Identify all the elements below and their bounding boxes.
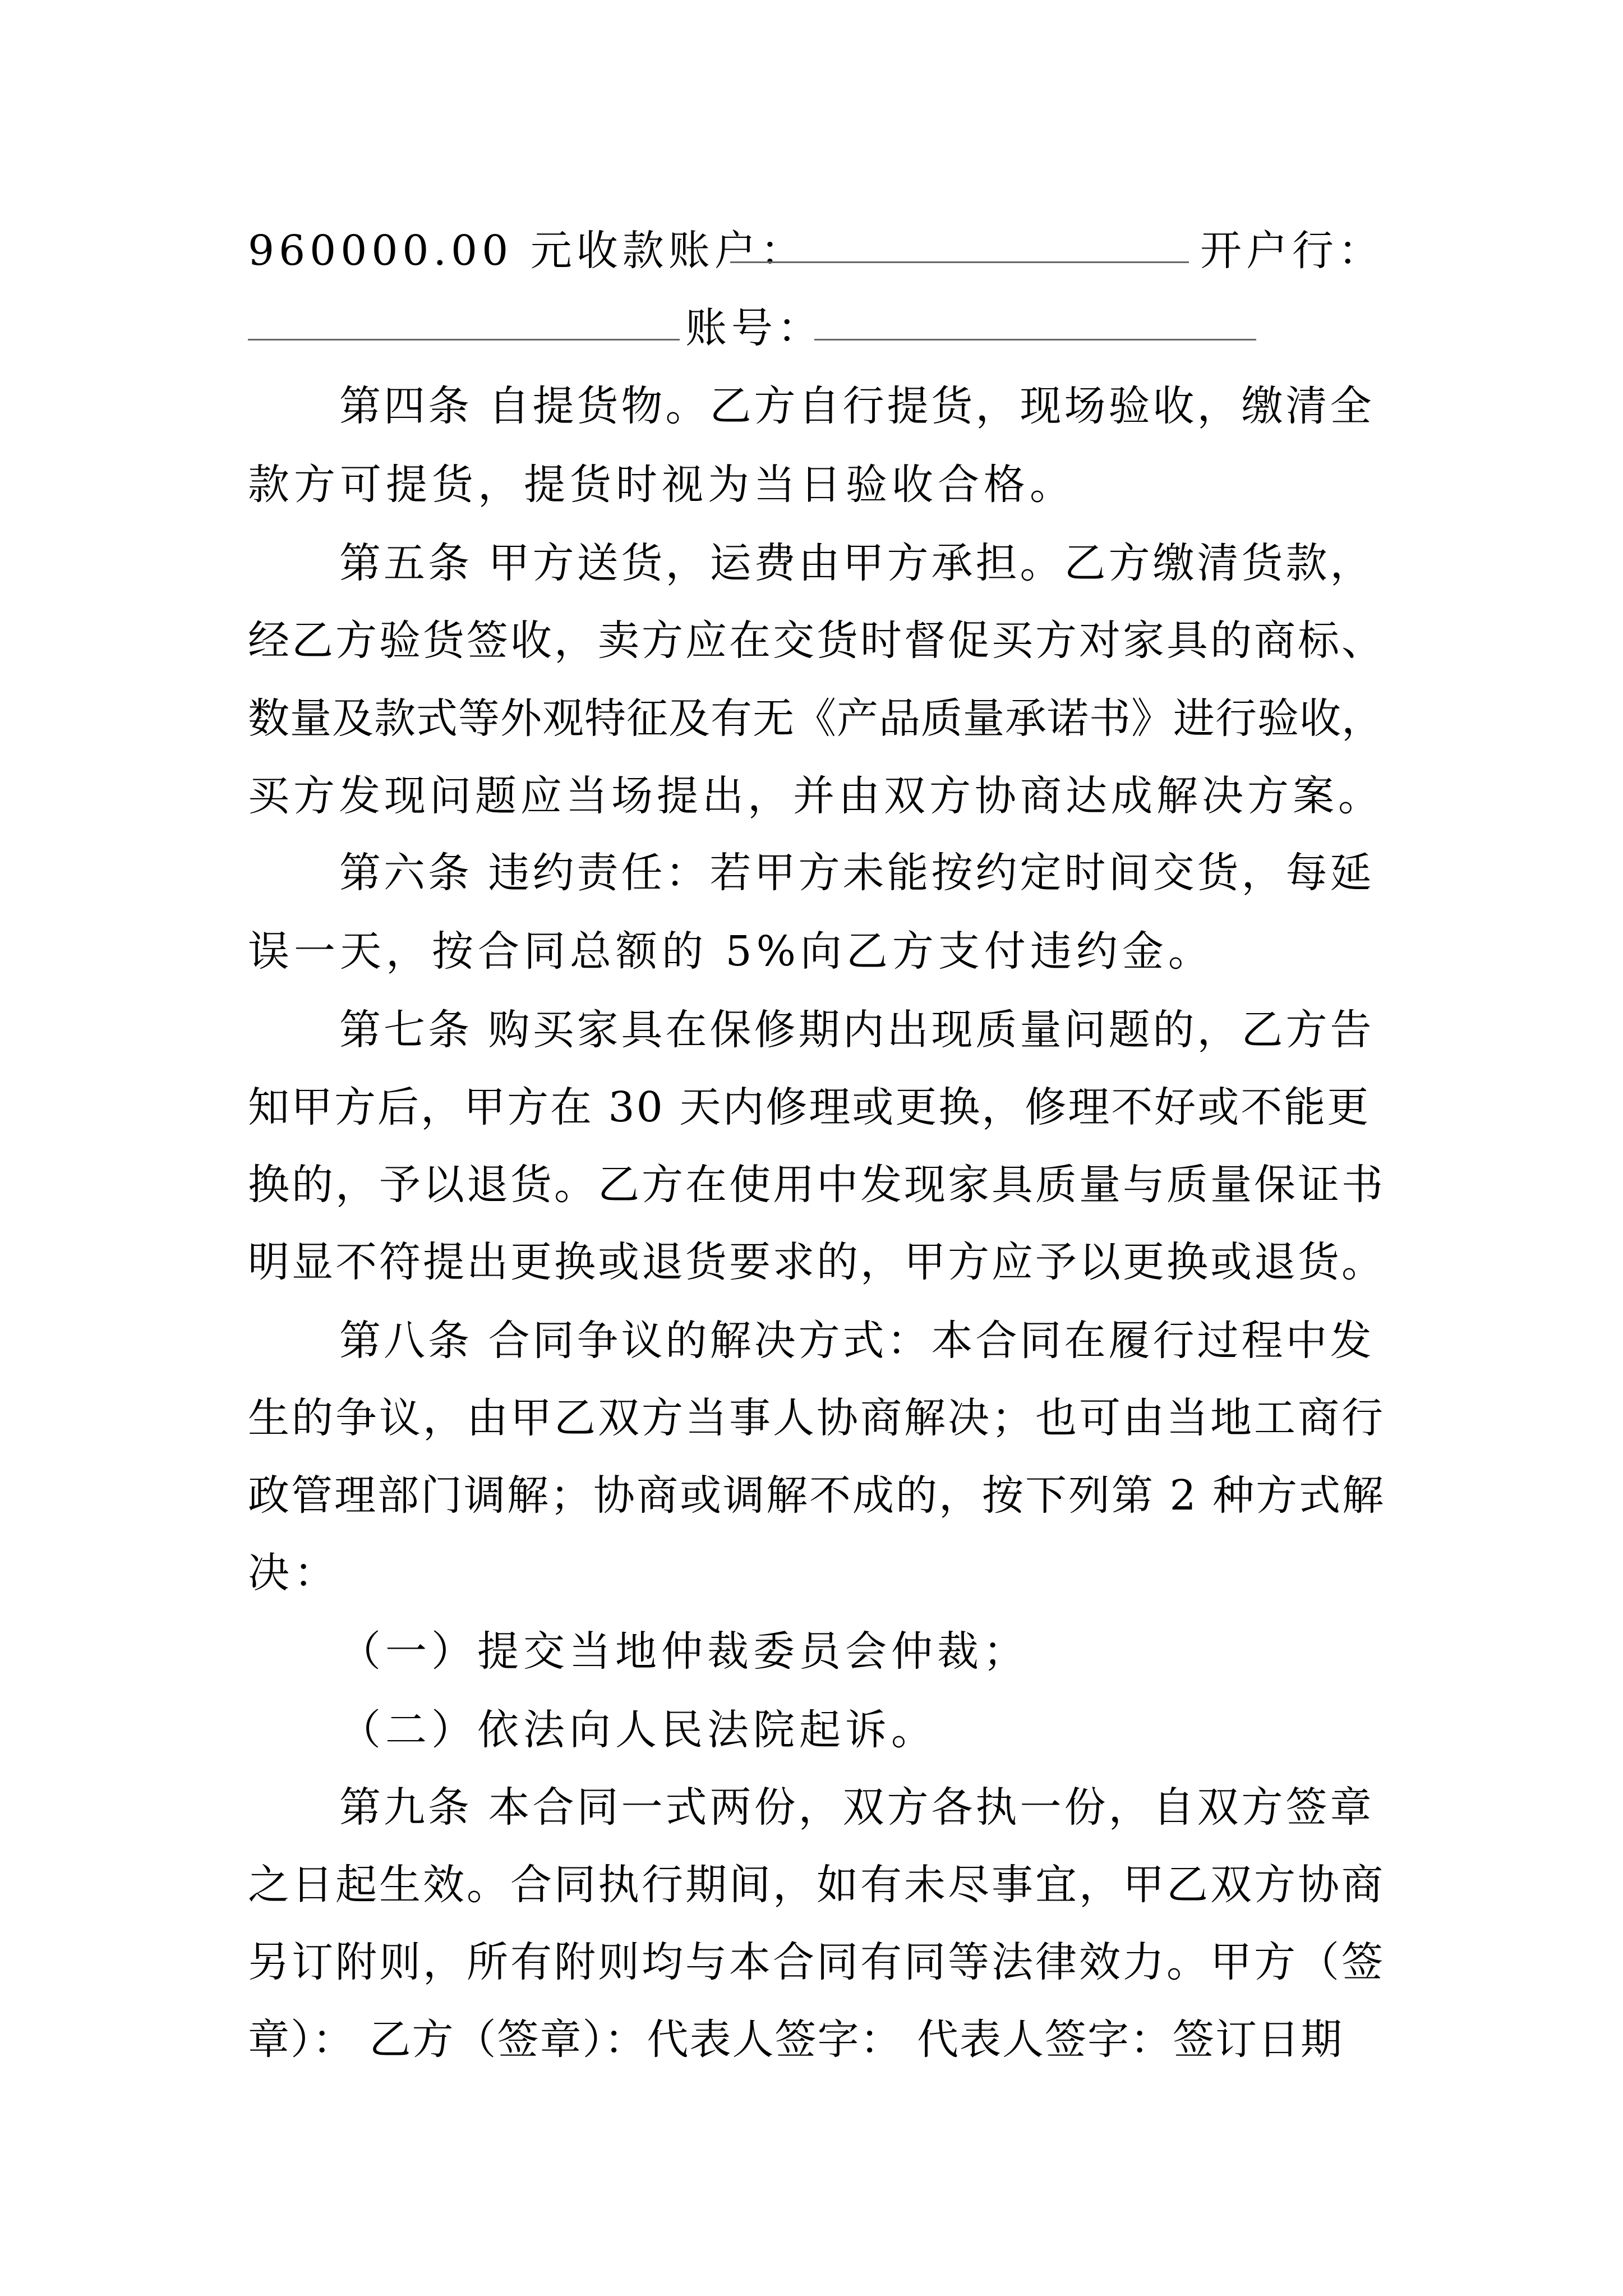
article-6-line-2: 误一天，按合同总额的 5%向乙方支付违约金。: [248, 927, 1214, 976]
article-5-line-2: 经乙方验货签收，卖方应在交货时督促买方对家具的商标、: [248, 616, 1385, 665]
article-8-line-1: 第八条 合同争议的解决方式：本合同在履行过程中发: [339, 1317, 1375, 1365]
article-9-line-4: 章）： 乙方（签章）：代表人签字： 代表人签字：签订日期: [248, 2016, 1344, 2064]
bank-blank: [248, 339, 680, 341]
article-8-line-3: 政管理部门调解；协商或调解不成的，按下列第 2 种方式解: [248, 1471, 1386, 1520]
article-5-line-1: 第五条 甲方送货，运费由甲方承担。乙方缴清货款，: [339, 539, 1375, 587]
account-no-label: 账号：: [685, 304, 823, 352]
account-blank: [730, 261, 1189, 263]
article-5-line-3: 数量及款式等外观特征及有无《产品质量承诺书》进行验收，: [248, 694, 1384, 743]
amount-account-label: 960000.00 元收款账户：: [248, 227, 806, 275]
article-9-line-3: 另订附则，所有附则均与本合同有同等法律效力。甲方（签: [248, 1938, 1385, 1986]
article-4-line-2: 款方可提货，提货时视为当日验收合格。: [248, 461, 1076, 509]
account-no-blank: [814, 339, 1256, 341]
article-8-line-2: 生的争议，由甲乙双方当事人协商解决；也可由当地工商行: [248, 1394, 1385, 1442]
bank-label: 开户行：: [1200, 227, 1384, 275]
article-7-line-4: 明显不符提出更换或退货要求的，甲方应予以更换或退货。: [248, 1238, 1385, 1286]
article-7-line-2: 知甲方后，甲方在 30 天内修理或更换，修理不好或不能更: [248, 1083, 1371, 1131]
article-9-line-2: 之日起生效。合同执行期间，如有未尽事宜，甲乙双方协商: [248, 1861, 1385, 1909]
article-4-line-1: 第四条 自提货物。乙方自行提货，现场验收，缴清全: [339, 382, 1375, 430]
article-9-line-1: 第九条 本合同一式两份，双方各执一份，自双方签章: [339, 1783, 1375, 1832]
article-6-line-1: 第六条 违约责任：若甲方未能按约定时间交货，每延: [339, 849, 1375, 897]
article-5-line-4: 买方发现问题应当场提出，并由双方协商达成解决方案。: [248, 772, 1384, 820]
article-7-line-3: 换的，予以退货。乙方在使用中发现家具质量与质量保证书: [248, 1161, 1385, 1209]
article-8-line-4: 决：: [248, 1549, 340, 1597]
article-7-line-1: 第七条 购买家具在保修期内出现质量问题的，乙方告: [339, 1006, 1375, 1054]
article-8-option-2: （二）依法向人民法院起诉。: [339, 1706, 937, 1754]
article-8-option-1: （一）提交当地仲裁委员会仲裁；: [339, 1627, 1029, 1676]
